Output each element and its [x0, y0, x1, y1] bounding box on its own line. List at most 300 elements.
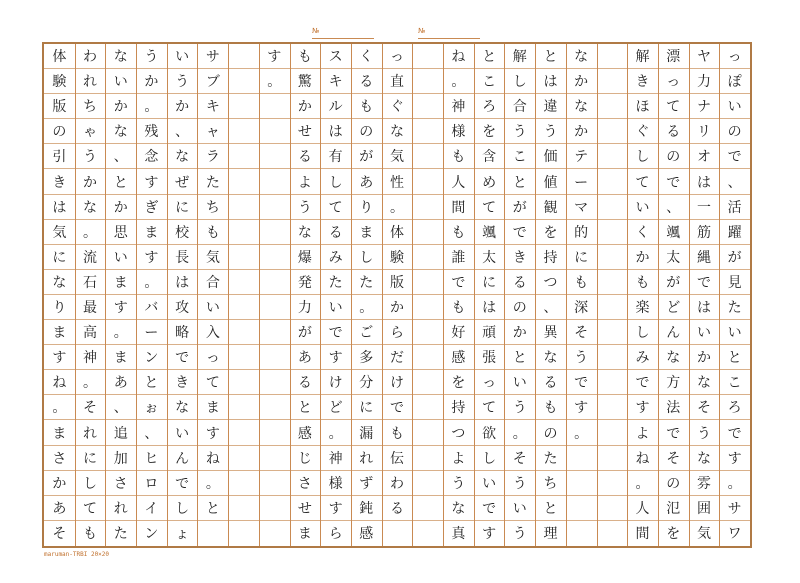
manuscript-cell: を	[666, 526, 681, 543]
manuscript-cell: な	[105, 44, 136, 69]
column-rule	[320, 44, 321, 546]
manuscript-cell: う	[566, 345, 597, 370]
column-rule	[658, 44, 659, 546]
manuscript-cell: 人	[443, 170, 474, 195]
manuscript-cell: と	[105, 170, 136, 195]
manuscript-column	[290, 44, 321, 546]
column-rule	[535, 44, 536, 546]
manuscript-cell: よ	[443, 446, 474, 471]
manuscript-cell	[412, 245, 443, 270]
manuscript-cell: と	[197, 496, 228, 521]
manuscript-column	[75, 44, 106, 546]
column-rule	[474, 44, 475, 546]
manuscript-cell: る	[504, 270, 535, 295]
manuscript-cell: ぜ	[167, 170, 198, 195]
manuscript-cell: っ	[474, 370, 505, 395]
manuscript-cell	[412, 144, 443, 169]
manuscript-cell: ぉ	[136, 395, 167, 420]
manuscript-cell: か	[566, 69, 597, 94]
manuscript-cell: ま	[351, 220, 382, 245]
manuscript-cell: い	[167, 44, 198, 69]
manuscript-cell	[412, 270, 443, 295]
manuscript-cell: ゃ	[75, 119, 106, 144]
manuscript-cell	[259, 144, 290, 169]
manuscript-cell: い	[105, 69, 136, 94]
manuscript-cell: の	[719, 119, 750, 144]
manuscript-cell: ど	[320, 395, 351, 420]
manuscript-column	[44, 44, 75, 546]
manuscript-cell: 。	[105, 320, 136, 345]
manuscript-cell: は	[44, 195, 75, 220]
manuscript-cell: 漂	[658, 44, 689, 69]
manuscript-cell	[259, 345, 290, 370]
manuscript-cell: で	[719, 144, 750, 169]
manuscript-cell: わ	[75, 44, 106, 69]
manuscript-cell: る	[658, 119, 689, 144]
manuscript-cell	[412, 119, 443, 144]
manuscript-cell: か	[689, 345, 720, 370]
manuscript-cell: う	[689, 421, 720, 446]
column-rule	[351, 44, 352, 546]
manuscript-cell: す	[197, 421, 228, 446]
manuscript-cell	[597, 245, 628, 270]
manuscript-cell: て	[75, 496, 106, 521]
manuscript-cell: う	[136, 44, 167, 69]
manuscript-cell: も	[627, 270, 658, 295]
manuscript-cell: 有	[320, 144, 351, 169]
manuscript-cell: 入	[197, 320, 228, 345]
manuscript-cell	[228, 320, 259, 345]
manuscript-cell: ぐ	[382, 94, 413, 119]
manuscript-column	[412, 44, 443, 546]
manuscript-cell: 違	[535, 94, 566, 119]
manuscript-cell: き	[44, 170, 75, 195]
manuscript-cell: う	[504, 471, 535, 496]
manuscript-cell: オ	[689, 144, 720, 169]
manuscript-cell	[228, 44, 259, 69]
manuscript-cell: の	[351, 119, 382, 144]
manuscript-cell: す	[259, 44, 290, 69]
manuscript-cell: つ	[535, 270, 566, 295]
manuscript-cell: ま	[44, 421, 75, 446]
manuscript-cell: ち	[75, 94, 106, 119]
manuscript-cell: ま	[44, 320, 75, 345]
column-rule	[689, 44, 690, 546]
manuscript-cell	[259, 270, 290, 295]
manuscript-cell: な	[566, 44, 597, 69]
manuscript-cell: っ	[658, 69, 689, 94]
manuscript-column	[597, 44, 628, 546]
manuscript-cell: 。	[75, 220, 106, 245]
manuscript-cell: も	[443, 144, 474, 169]
manuscript-cell: せ	[290, 119, 321, 144]
manuscript-column	[382, 44, 413, 546]
manuscript-cell: で	[167, 471, 198, 496]
number-label-1: №	[312, 27, 320, 35]
manuscript-cell	[259, 295, 290, 320]
manuscript-cell: れ	[75, 421, 106, 446]
manuscript-cell: そ	[52, 526, 67, 543]
column-rule	[290, 44, 291, 546]
manuscript-cell: い	[197, 295, 228, 320]
manuscript-cell	[597, 446, 628, 471]
manuscript-cell: が	[719, 245, 750, 270]
manuscript-cell: 颯	[474, 220, 505, 245]
manuscript-cell: 価	[535, 144, 566, 169]
manuscript-cell: か	[136, 69, 167, 94]
manuscript-cell	[412, 345, 443, 370]
manuscript-cell: し	[627, 144, 658, 169]
manuscript-cell: み	[320, 245, 351, 270]
manuscript-cell	[228, 496, 259, 521]
page-header	[0, 26, 800, 40]
manuscript-cell: れ	[75, 69, 106, 94]
manuscript-cell: ね	[44, 370, 75, 395]
manuscript-cell: 。	[320, 421, 351, 446]
manuscript-cell: う	[290, 195, 321, 220]
manuscript-cell: リ	[689, 119, 720, 144]
manuscript-cell: 念	[136, 144, 167, 169]
manuscript-cell	[259, 220, 290, 245]
manuscript-cell: に	[474, 270, 505, 295]
paper-code: maruman-TRBI 20×20	[44, 551, 110, 558]
manuscript-column	[689, 44, 720, 546]
manuscript-cell: き	[167, 370, 198, 395]
manuscript-cell	[412, 44, 443, 69]
manuscript-cell	[597, 295, 628, 320]
manuscript-cell: し	[320, 170, 351, 195]
manuscript-cell: 攻	[167, 295, 198, 320]
manuscript-column	[167, 44, 198, 546]
manuscript-cell	[228, 94, 259, 119]
manuscript-cell	[228, 446, 259, 471]
manuscript-cell: 間	[443, 195, 474, 220]
manuscript-cell: る	[351, 69, 382, 94]
manuscript-cell: て	[627, 170, 658, 195]
manuscript-cell: 版	[382, 270, 413, 295]
manuscript-cell: て	[474, 395, 505, 420]
manuscript-cell: い	[474, 471, 505, 496]
manuscript-cell: も	[566, 270, 597, 295]
manuscript-cell: は	[689, 295, 720, 320]
manuscript-cell: こ	[504, 144, 535, 169]
manuscript-cell: く	[627, 220, 658, 245]
manuscript-cell: 雰	[689, 471, 720, 496]
manuscript-cell: る	[290, 144, 321, 169]
manuscript-cell: ら	[328, 526, 343, 543]
manuscript-cell: 。	[351, 295, 382, 320]
manuscript-cell	[259, 119, 290, 144]
manuscript-cell: ょ	[175, 526, 190, 543]
manuscript-cell: 長	[167, 245, 198, 270]
manuscript-cell: も	[351, 94, 382, 119]
manuscript-cell: 好	[443, 320, 474, 345]
manuscript-cell: と	[719, 345, 750, 370]
manuscript-cell	[597, 44, 628, 69]
manuscript-cell: も	[197, 220, 228, 245]
manuscript-cell	[228, 220, 259, 245]
manuscript-cell	[412, 421, 443, 446]
manuscript-cell	[228, 370, 259, 395]
manuscript-cell: 最	[75, 295, 106, 320]
manuscript-cell: い	[504, 370, 535, 395]
column-rule	[105, 44, 106, 546]
manuscript-cell	[412, 170, 443, 195]
manuscript-cell: と	[290, 395, 321, 420]
manuscript-cell: ら	[382, 320, 413, 345]
manuscript-cell: 欲	[474, 421, 505, 446]
manuscript-cell	[597, 521, 628, 546]
manuscript-cell: 颯	[658, 220, 689, 245]
manuscript-cell: た	[719, 295, 750, 320]
manuscript-cell: な	[658, 345, 689, 370]
manuscript-cell: ー	[136, 320, 167, 345]
manuscript-cell: 。	[44, 395, 75, 420]
manuscript-cell: 校	[167, 220, 198, 245]
manuscript-cell: る	[320, 220, 351, 245]
manuscript-cell: 様	[443, 119, 474, 144]
manuscript-cell: い	[627, 195, 658, 220]
manuscript-cell: ぐ	[627, 119, 658, 144]
manuscript-cell: し	[504, 69, 535, 94]
manuscript-cell: が	[351, 144, 382, 169]
column-rule	[136, 44, 137, 546]
manuscript-cell: い	[167, 421, 198, 446]
manuscript-cell: ま	[297, 526, 312, 543]
manuscript-cell: ル	[320, 94, 351, 119]
manuscript-cell: 漏	[351, 421, 382, 446]
manuscript-cell: 感	[359, 526, 374, 543]
manuscript-cell	[597, 471, 628, 496]
manuscript-column	[474, 44, 505, 546]
manuscript-cell: を	[443, 370, 474, 395]
manuscript-cell: 加	[105, 446, 136, 471]
manuscript-cell: 。	[136, 94, 167, 119]
manuscript-cell: な	[105, 119, 136, 144]
manuscript-cell: し	[167, 496, 198, 521]
manuscript-cell: 気	[197, 245, 228, 270]
manuscript-cell: か	[382, 295, 413, 320]
manuscript-cell: と	[535, 496, 566, 521]
column-rule	[443, 44, 444, 546]
column-rule	[382, 44, 383, 546]
manuscript-cell: ね	[197, 446, 228, 471]
manuscript-cell: で	[689, 270, 720, 295]
manuscript-cell: ワ	[727, 526, 742, 543]
manuscript-cell	[412, 496, 443, 521]
manuscript-cell: 解	[504, 44, 535, 69]
manuscript-cell: す	[482, 526, 497, 543]
manuscript-cell: か	[566, 119, 597, 144]
manuscript-column	[658, 44, 689, 546]
manuscript-cell: ヒ	[136, 446, 167, 471]
manuscript-cell: そ	[75, 395, 106, 420]
manuscript-cell: て	[197, 370, 228, 395]
manuscript-cell: そ	[658, 446, 689, 471]
manuscript-cell: い	[719, 320, 750, 345]
manuscript-cell: ち	[197, 195, 228, 220]
manuscript-cell: た	[113, 526, 128, 543]
manuscript-cell: バ	[136, 295, 167, 320]
manuscript-cell: う	[443, 471, 474, 496]
manuscript-cell	[597, 270, 628, 295]
manuscript-cell: 。	[504, 421, 535, 446]
manuscript-cell: か	[44, 471, 75, 496]
manuscript-cell: 持	[443, 395, 474, 420]
manuscript-cell	[412, 320, 443, 345]
manuscript-cell	[566, 521, 597, 546]
manuscript-cell: 躍	[719, 220, 750, 245]
manuscript-cell: で	[474, 496, 505, 521]
manuscript-cell	[228, 295, 259, 320]
manuscript-cell: だ	[382, 345, 413, 370]
manuscript-cell: 。	[443, 69, 474, 94]
manuscript-cell	[412, 94, 443, 119]
manuscript-cell	[412, 446, 443, 471]
manuscript-cell: と	[535, 44, 566, 69]
manuscript-cell: う	[535, 119, 566, 144]
manuscript-cell: 値	[535, 170, 566, 195]
manuscript-sheet	[42, 42, 752, 548]
manuscript-cell: に	[75, 446, 106, 471]
manuscript-cell	[597, 421, 628, 446]
manuscript-cell: す	[719, 446, 750, 471]
manuscript-cell: ラ	[197, 144, 228, 169]
manuscript-cell	[259, 245, 290, 270]
manuscript-cell: い	[320, 295, 351, 320]
manuscript-cell: 感	[443, 345, 474, 370]
manuscript-cell	[228, 395, 259, 420]
manuscript-cell: 性	[382, 170, 413, 195]
manuscript-cell: ロ	[136, 471, 167, 496]
manuscript-cell: ス	[320, 44, 351, 69]
manuscript-cell: 観	[535, 195, 566, 220]
manuscript-cell: テ	[566, 144, 597, 169]
manuscript-cell: せ	[290, 496, 321, 521]
manuscript-cell: た	[320, 270, 351, 295]
manuscript-cell: そ	[504, 446, 535, 471]
manuscript-cell: 略	[167, 320, 198, 345]
manuscript-cell: い	[719, 94, 750, 119]
manuscript-cell	[412, 395, 443, 420]
manuscript-cell: 解	[627, 44, 658, 69]
manuscript-cell	[597, 345, 628, 370]
manuscript-column	[320, 44, 351, 546]
manuscript-cell: ね	[627, 446, 658, 471]
manuscript-cell	[382, 521, 413, 546]
manuscript-cell: か	[627, 245, 658, 270]
manuscript-cell	[228, 245, 259, 270]
manuscript-cell	[597, 496, 628, 521]
manuscript-cell: で	[167, 345, 198, 370]
manuscript-cell: わ	[382, 471, 413, 496]
manuscript-cell: 直	[382, 69, 413, 94]
manuscript-cell: さ	[44, 446, 75, 471]
manuscript-column	[259, 44, 290, 546]
manuscript-cell: で	[443, 270, 474, 295]
manuscript-cell: れ	[351, 446, 382, 471]
manuscript-cell	[597, 94, 628, 119]
manuscript-cell: で	[504, 220, 535, 245]
number-field-1	[312, 26, 374, 39]
manuscript-cell: な	[566, 94, 597, 119]
manuscript-cell: も	[290, 44, 321, 69]
column-rule	[259, 44, 260, 546]
manuscript-cell: ナ	[689, 94, 720, 119]
manuscript-cell: 験	[44, 69, 75, 94]
manuscript-cell	[597, 119, 628, 144]
manuscript-cell: っ	[197, 345, 228, 370]
manuscript-cell: 。	[75, 370, 106, 395]
manuscript-column	[136, 44, 167, 546]
manuscript-cell: ヤ	[689, 44, 720, 69]
manuscript-cell	[259, 471, 290, 496]
manuscript-cell: ー	[566, 170, 597, 195]
manuscript-cell: 囲	[689, 496, 720, 521]
manuscript-cell: の	[44, 119, 75, 144]
manuscript-cell: 爆	[290, 245, 321, 270]
manuscript-cell: き	[504, 245, 535, 270]
manuscript-cell: で	[719, 421, 750, 446]
manuscript-cell: で	[658, 170, 689, 195]
manuscript-cell: じ	[290, 446, 321, 471]
manuscript-cell	[228, 119, 259, 144]
manuscript-cell: た	[351, 270, 382, 295]
manuscript-cell: ま	[136, 220, 167, 245]
manuscript-cell: と	[504, 345, 535, 370]
manuscript-cell	[597, 195, 628, 220]
manuscript-cell: 方	[658, 370, 689, 395]
manuscript-cell: 。	[566, 421, 597, 446]
manuscript-cell: 追	[105, 421, 136, 446]
manuscript-cell: の	[658, 144, 689, 169]
manuscript-cell: 残	[136, 119, 167, 144]
manuscript-cell	[412, 220, 443, 245]
manuscript-cell	[259, 521, 290, 546]
manuscript-cell: め	[474, 170, 505, 195]
manuscript-cell	[412, 69, 443, 94]
manuscript-cell: は	[320, 119, 351, 144]
manuscript-cell: さ	[105, 471, 136, 496]
manuscript-cell: す	[105, 295, 136, 320]
manuscript-cell: 分	[351, 370, 382, 395]
manuscript-column	[105, 44, 136, 546]
manuscript-cell: な	[535, 345, 566, 370]
manuscript-cell: な	[167, 395, 198, 420]
manuscript-cell: す	[320, 496, 351, 521]
manuscript-cell	[412, 295, 443, 320]
manuscript-cell: る	[290, 370, 321, 395]
manuscript-cell: ず	[351, 471, 382, 496]
manuscript-cell: も	[443, 220, 474, 245]
column-rule	[627, 44, 628, 546]
manuscript-cell: 活	[719, 195, 750, 220]
manuscript-cell: 含	[474, 144, 505, 169]
manuscript-cell: 人	[627, 496, 658, 521]
manuscript-cell: す	[136, 170, 167, 195]
manuscript-cell: も	[443, 295, 474, 320]
manuscript-cell: イ	[136, 496, 167, 521]
manuscript-cell: り	[44, 295, 75, 320]
manuscript-column	[443, 44, 474, 546]
manuscript-cell: 法	[658, 395, 689, 420]
manuscript-cell: 。	[136, 270, 167, 295]
manuscript-cell: ま	[197, 395, 228, 420]
manuscript-cell: っ	[719, 44, 750, 69]
manuscript-cell: で	[658, 421, 689, 446]
manuscript-cell: い	[689, 320, 720, 345]
manuscript-cell: 理	[543, 526, 558, 543]
